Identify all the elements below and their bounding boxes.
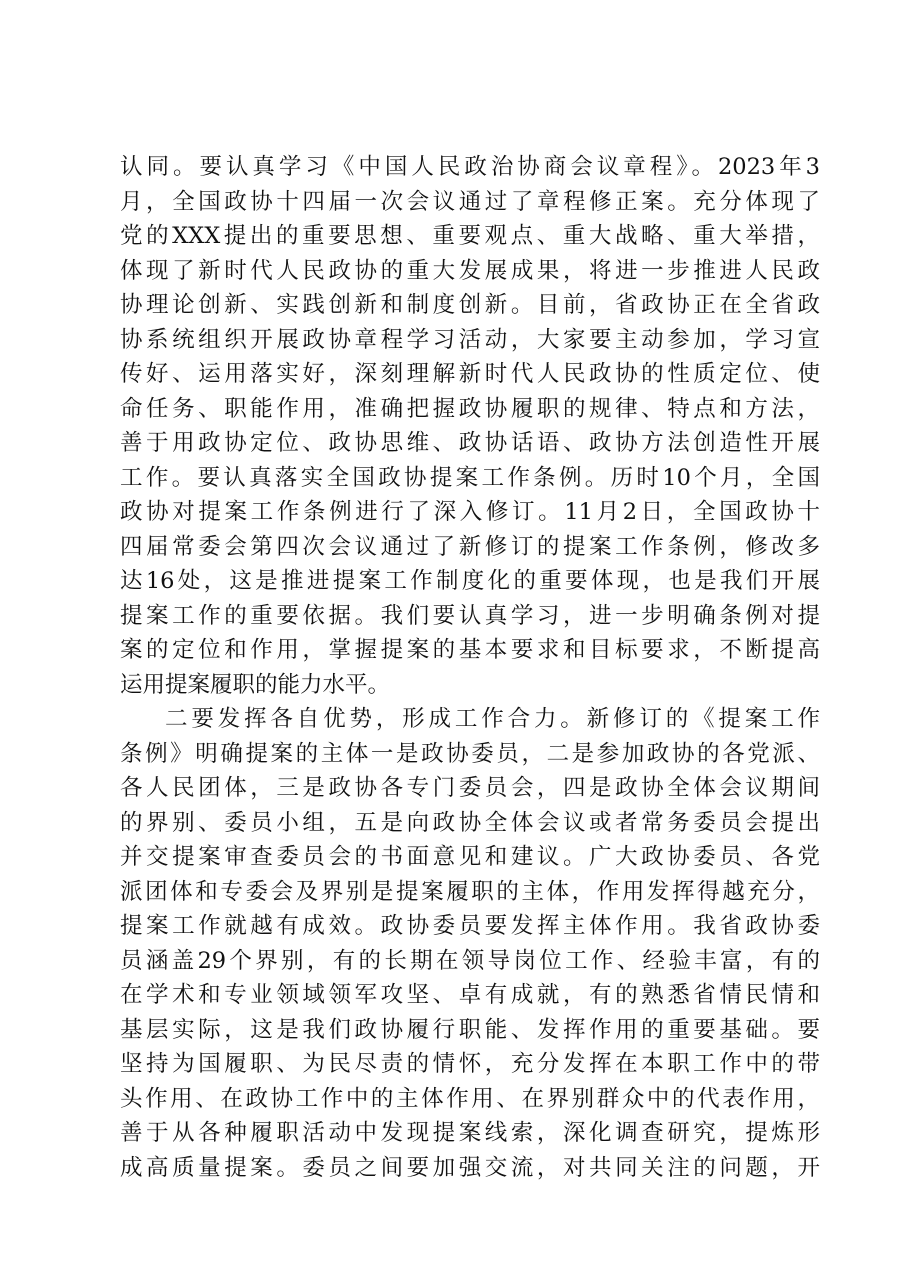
text-line: 派团体和专委会及界别是提案履职的主体，作用发挥得越充分， (120, 878, 820, 905)
text-line: 月，全国政协十四届一次会议通过了章程修正案。充分体现了 (120, 188, 820, 215)
text-line: 的界别、委员小组，五是向政协全体会议或者常务委员会提出 (120, 809, 820, 836)
text-line: 体现了新时代人民政协的重大发展成果，将进一步推进人民政 (120, 257, 820, 284)
text-line: 政协对提案工作条例进行了深入修订。11月2日，全国政协十 (120, 499, 820, 525)
text-line: 善于用政协定位、政协思维、政协话语、政协方法创造性开展 (120, 430, 820, 456)
text-line: 条例》明确提案的主体一是政协委员，二是参加政协的各党派、 (120, 740, 820, 767)
paragraph-first-line: 二要发挥各自优势，形成工作合力。新修订的《提案工作 (165, 706, 820, 732)
body-text (120, 150, 820, 1185)
text-line: 头作用、在政协工作中的主体作用、在界别群众中的代表作用， (120, 1085, 820, 1112)
paragraph-end-line: 运用提案履职的能力水平。 (120, 671, 391, 698)
text-line: 基层实际，这是我们政协履行职能、发挥作用的重要基础。要 (120, 1016, 820, 1043)
text-line: 提案工作的重要依据。我们要认真学习，进一步明确条例对提 (120, 602, 820, 629)
text-line: 在学术和专业领域领军攻坚、卓有成就，有的熟悉省情民情和 (120, 982, 820, 1008)
text-line: 并交提案审查委员会的书面意见和建议。广大政协委员、各党 (120, 844, 820, 870)
text-line: 各人民团体，三是政协各专门委员会，四是政协全体会议期间 (120, 775, 820, 801)
text-line: 善于从各种履职活动中发现提案线索，深化调查研究，提炼形 (120, 1120, 820, 1146)
text-line: 工作。要认真落实全国政协提案工作条例。历时10个月，全国 (120, 464, 820, 491)
text-line: 案的定位和作用，掌握提案的基本要求和目标要求，不断提高 (120, 637, 820, 663)
text-line: 员涵盖29个界别，有的长期在领导岗位工作、经验丰富，有的 (120, 947, 820, 974)
text-line: 成高质量提案。委员之间要加强交流，对共同关注的问题，开 (120, 1154, 820, 1181)
text-line: 提案工作就越有成效。政协委员要发挥主体作用。我省政协委 (120, 913, 820, 939)
text-line: 认同。要认真学习《中国人民政治协商会议章程》。2023年3 (120, 154, 820, 180)
text-line: 四届常委会第四次会议通过了新修订的提案工作条例，修改多 (120, 533, 820, 560)
text-line: 协系统组织开展政协章程学习活动，大家要主动参加，学习宣 (120, 326, 820, 353)
text-line: 坚持为国履职、为民尽责的情怀，充分发挥在本职工作中的带 (120, 1051, 820, 1077)
text-line: 传好、运用落实好，深刻理解新时代人民政协的性质定位、使 (120, 361, 820, 387)
text-line: 命任务、职能作用，准确把握政协履职的规律、特点和方法， (120, 395, 820, 422)
text-line: 达16处，这是推进提案工作制度化的重要体现，也是我们开展 (120, 568, 820, 594)
text-line: 党的XXX提出的重要思想、重要观点、重大战略、重大举措， (120, 223, 820, 249)
text-line: 协理论创新、实践创新和制度创新。目前，省政协正在全省政 (120, 292, 820, 318)
